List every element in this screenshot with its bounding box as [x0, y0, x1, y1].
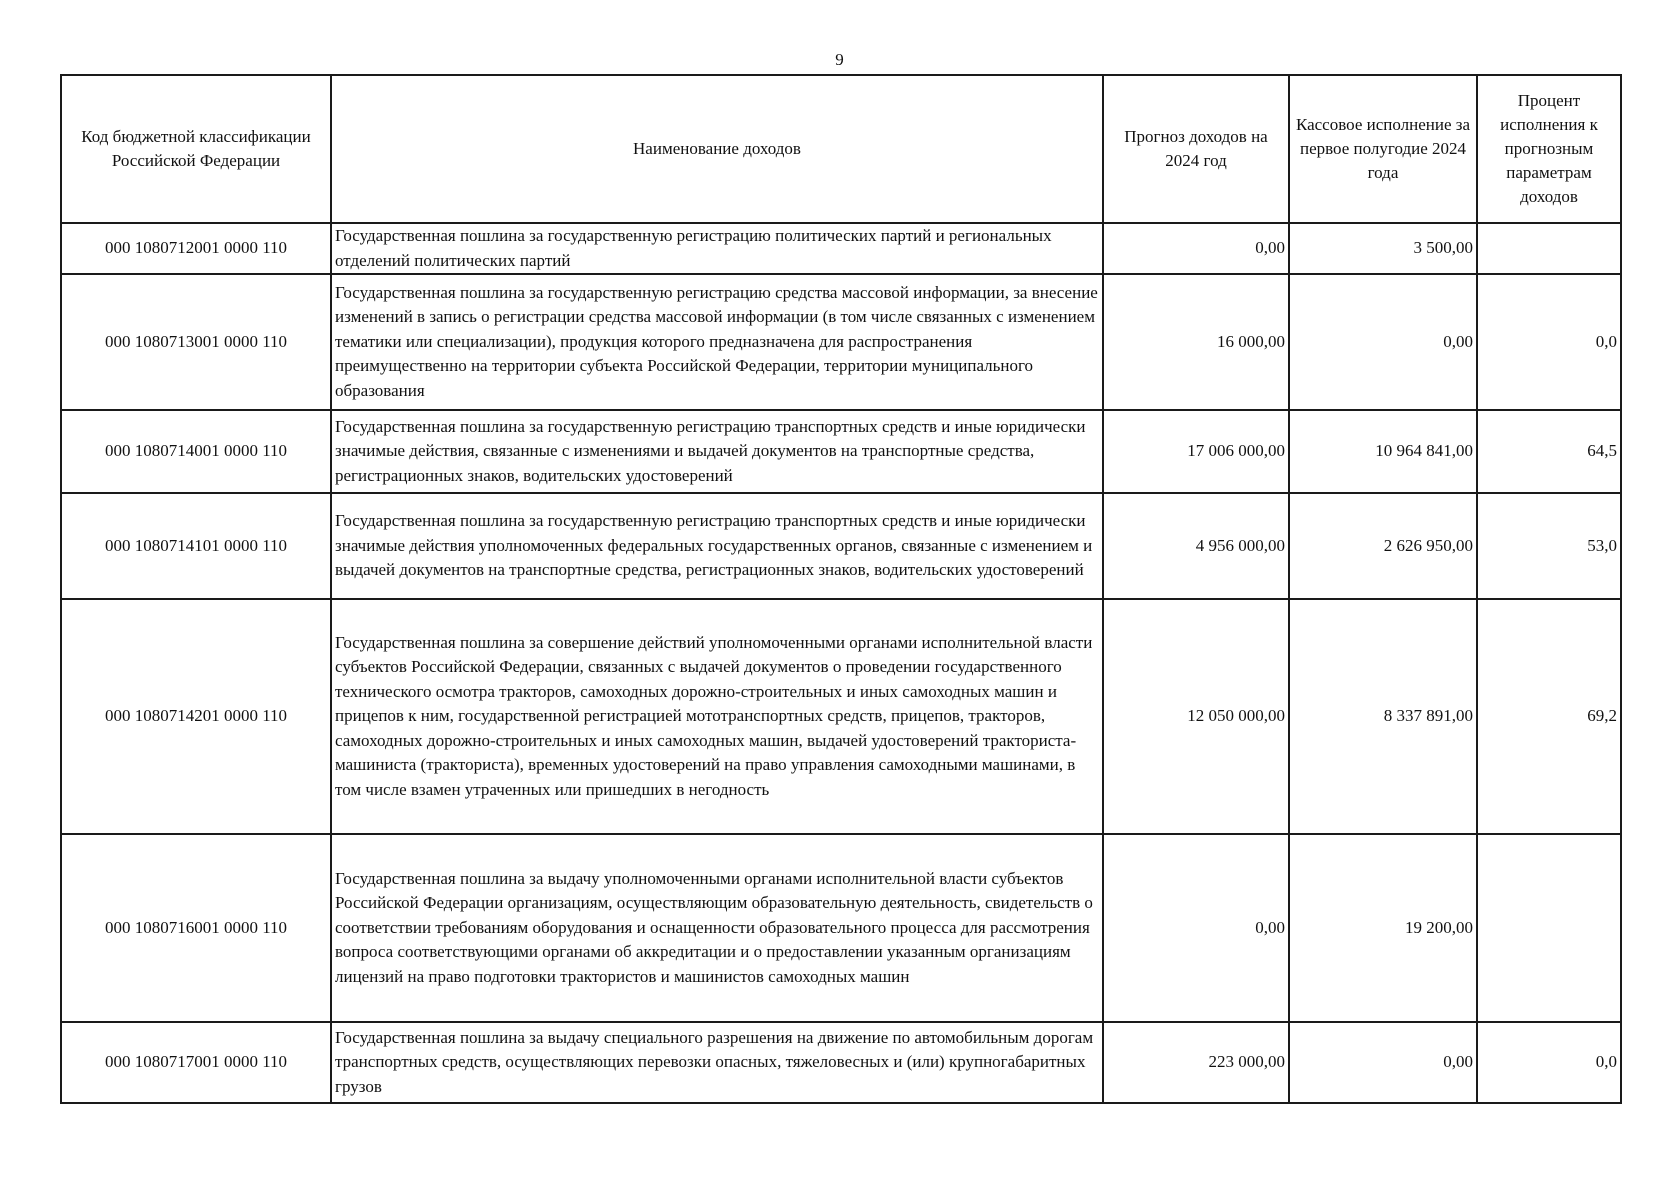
cell-percent: 0,0 [1477, 274, 1621, 410]
cell-plan: 4 956 000,00 [1103, 493, 1289, 599]
revenue-table [60, 74, 1622, 1104]
table-row [61, 274, 1621, 410]
header-fact: Кассовое исполнение за первое полугодие 2024 года [1289, 75, 1477, 223]
cell-percent: 0,0 [1477, 1022, 1621, 1103]
cell-fact: 19 200,00 [1289, 834, 1477, 1022]
cell-percent: 53,0 [1477, 493, 1621, 599]
cell-name: Государственная пошлина за государственную регистрацию политических партий и региональных отделений политических партий [331, 223, 1103, 274]
cell-percent [1477, 223, 1621, 274]
header-row [61, 75, 1621, 223]
cell-name: Государственная пошлина за государственную регистрацию средства массовой информации, за внесение изменений в запись о регистрации средства массовой информации (в том числе связанных с изменением тематики или специализации), продукция которого предназначена для распространения преимущественно на территории субъекта Российской Федерации, территории муниципального образования [331, 274, 1103, 410]
table-row [61, 1022, 1621, 1103]
header-name: Наименование доходов [331, 75, 1103, 223]
table-row [61, 599, 1621, 834]
cell-name: Государственная пошлина за выдачу специального разрешения на движение по автомобильным дорогам транспортных средств, осуществляющих перевозки опасных, тяжеловесных и (или) крупногабаритных грузов [331, 1022, 1103, 1103]
cell-plan: 223 000,00 [1103, 1022, 1289, 1103]
table-row [61, 410, 1621, 493]
header-code: Код бюджетной классификации Российской Федерации [61, 75, 331, 223]
page-number: 9 [835, 50, 844, 69]
table-header [61, 75, 1621, 223]
cell-code: 000 1080716001 0000 110 [61, 834, 331, 1022]
cell-fact: 8 337 891,00 [1289, 599, 1477, 834]
header-percent: Процент исполнения к прогнозным параметрам доходов [1477, 75, 1621, 223]
header-plan: Прогноз доходов на 2024 год [1103, 75, 1289, 223]
table-row [61, 223, 1621, 274]
cell-name: Государственная пошлина за государственную регистрацию транспортных средств и иные юридически значимые действия уполномоченных федеральных государственных органов, связанные с изменением и выдачей документов на транспортные средства, регистрационных знаков, водительских удостоверений [331, 493, 1103, 599]
cell-plan: 0,00 [1103, 223, 1289, 274]
cell-code: 000 1080714201 0000 110 [61, 599, 331, 834]
cell-fact: 3 500,00 [1289, 223, 1477, 274]
table-row [61, 493, 1621, 599]
cell-plan: 17 006 000,00 [1103, 410, 1289, 493]
cell-fact: 0,00 [1289, 274, 1477, 410]
cell-fact: 10 964 841,00 [1289, 410, 1477, 493]
cell-name: Государственная пошлина за совершение действий уполномоченными органами исполнительной власти субъектов Российской Федерации, связанных с выдачей документов о проведении государственного технического осмотра тракторов, самоходных дорожно-строительных и иных самоходных машин и прицепов к ним, государственной регистрацией мототранспортных средств, прицепов, тракторов, самоходных дорожно-строительных и иных самоходных машин, выдачей удостоверений тракториста-машиниста (тракториста), временных удостоверений на право управления самоходными машинами, в том числе взамен утраченных или пришедших в негодность [331, 599, 1103, 834]
cell-plan: 16 000,00 [1103, 274, 1289, 410]
cell-name: Государственная пошлина за государственную регистрацию транспортных средств и иные юридически значимые действия, связанные с изменениями и выдачей документов на транспортные средства, регистрационных знаков, водительских удостоверений [331, 410, 1103, 493]
cell-code: 000 1080717001 0000 110 [61, 1022, 331, 1103]
table-row [61, 834, 1621, 1022]
cell-code: 000 1080714001 0000 110 [61, 410, 331, 493]
table-body [61, 223, 1621, 1103]
cell-code: 000 1080713001 0000 110 [61, 274, 331, 410]
cell-plan: 12 050 000,00 [1103, 599, 1289, 834]
cell-plan: 0,00 [1103, 834, 1289, 1022]
cell-code: 000 1080712001 0000 110 [61, 223, 331, 274]
cell-fact: 0,00 [1289, 1022, 1477, 1103]
cell-fact: 2 626 950,00 [1289, 493, 1477, 599]
cell-code: 000 1080714101 0000 110 [61, 493, 331, 599]
cell-percent [1477, 834, 1621, 1022]
cell-name: Государственная пошлина за выдачу уполномоченными органами исполнительной власти субъектов Российской Федерации организациям, осуществляющим образовательную деятельность, свидетельств о соответствии требованиям оборудования и оснащенности образовательного процесса для рассмотрения вопроса соответствующими органами об аккредитации и о предоставлении указанным организациям лицензий на право подготовки трактористов и машинистов самоходных машин [331, 834, 1103, 1022]
cell-percent: 64,5 [1477, 410, 1621, 493]
cell-percent: 69,2 [1477, 599, 1621, 834]
